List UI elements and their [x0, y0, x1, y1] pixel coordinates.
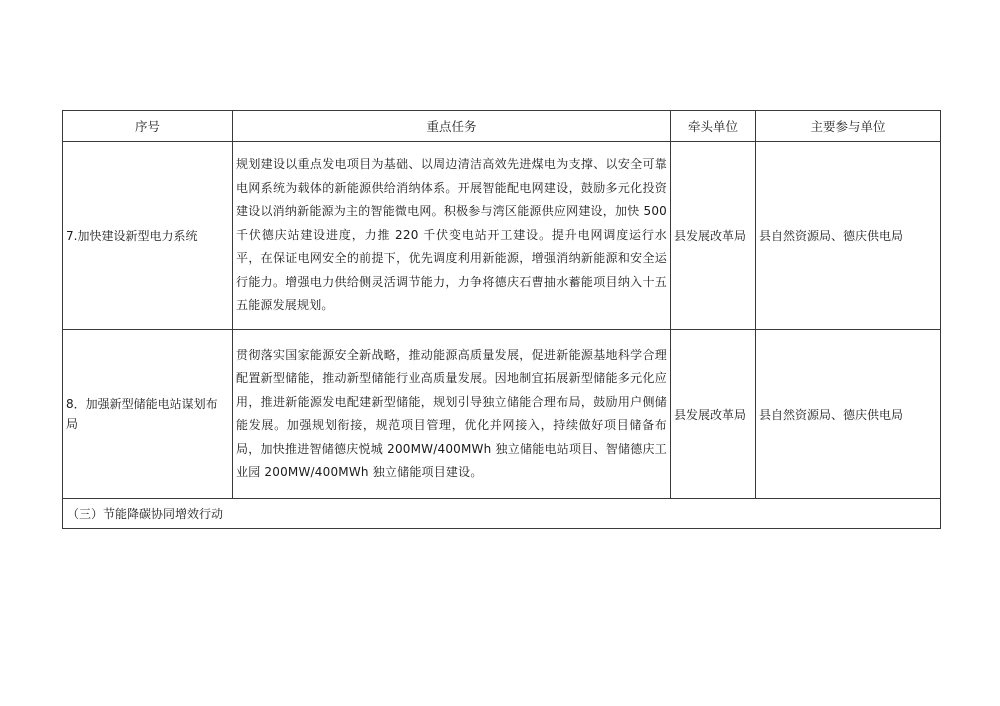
header-key-task: 重点任务: [233, 111, 671, 142]
key-tasks-table: [62, 110, 941, 529]
table-row: [63, 330, 941, 499]
row-task: 贯彻落实国家能源安全新战略，推动能源高质量发展，促进新能源基地科学合理配置新型储能，推动新型储能行业高质量发展。因地制宜拓展新型储能多元化应用，推进新能源发电配建新型储能，规划引导独立储能合理布局，鼓励用户侧储能发展。加强规划衔接，规范项目管理，优化并网接入，持续做好项目储备布局，加快推进智储德庆悦城 200MW/400MWh 独立储能电站项目、智储德庆工业园 200MW/400MWh 独立储能项目建设。: [233, 330, 671, 499]
row-task: 规划建设以重点发电项目为基础、以周边清洁高效先进煤电为支撑、以安全可靠电网系统为载体的新能源供给消纳体系。开展智能配电网建设，鼓励多元化投资建设以消纳新能源为主的智能微电网。积极参与湾区能源供应网建设，加快 500 千伏德庆站建设进度，力推 220 千伏变电站开工建设。提升电网调度运行水平，在保证电网安全的前提下，优先调度利用新能源，增强消纳新能源和安全运行能力。增强电力供给侧灵活调节能力，力争将德庆石曹抽水蓄能项目纳入十五五能源发展规划。: [233, 142, 671, 330]
header-lead-unit: 牵头单位: [671, 111, 756, 142]
table-header-row: [63, 111, 941, 142]
section-heading-row: [63, 499, 941, 529]
row-seq: 8．加强新型储能电站谋划布局: [63, 330, 233, 499]
row-participating-units: 县自然资源局、德庆供电局: [756, 330, 941, 499]
row-participating-units: 县自然资源局、德庆供电局: [756, 142, 941, 330]
row-lead-unit: 县发展改革局: [671, 142, 756, 330]
header-participating-units: 主要参与单位: [756, 111, 941, 142]
header-seq: 序号: [63, 111, 233, 142]
row-lead-unit: 县发展改革局: [671, 330, 756, 499]
row-seq: 7.加快建设新型电力系统: [63, 142, 233, 330]
section-heading: （三）节能降碳协同增效行动: [63, 499, 941, 529]
table-row: [63, 142, 941, 330]
